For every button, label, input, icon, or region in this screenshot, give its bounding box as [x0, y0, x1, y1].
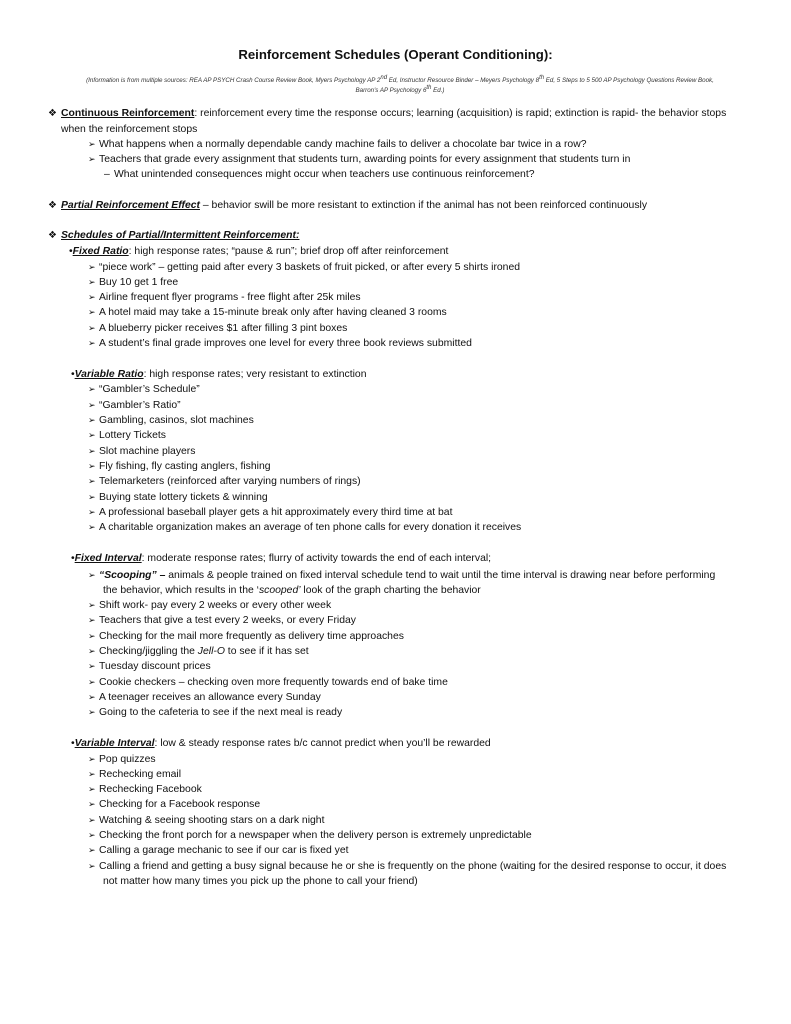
sources-text: Ed, 5 Steps to 5 500 AP Psychology Questions Review Book, [544, 77, 714, 84]
arrow-bullet-icon: ➢ [88, 754, 96, 764]
question-text: What unintended consequences might occur when teachers use [114, 169, 413, 180]
list-item-text: Lottery Tickets [99, 430, 166, 441]
arrow-bullet-icon: ➢ [88, 830, 96, 840]
list-item [88, 675, 448, 690]
list-item-text: Cookie checkers – checking oven more frequently towards end of bake time [99, 677, 448, 688]
list-item [88, 797, 260, 812]
list-item [88, 275, 178, 290]
list-item-text: Buying state lottery tickets & winning [99, 492, 268, 503]
arrow-bullet-icon: ➢ [88, 277, 96, 287]
list-item-text: Going to the cafeteria to see if the next meal is ready [99, 707, 343, 718]
list-item [88, 629, 404, 644]
arrow-bullet-icon: ➢ [88, 139, 96, 149]
list-item [88, 444, 195, 459]
arrow-bullet-icon: ➢ [88, 430, 96, 440]
arrow-bullet-icon: ➢ [88, 570, 96, 580]
list-item [88, 413, 254, 428]
list-item [88, 398, 181, 413]
list-item-text: Checking the front porch for a newspaper when the delivery person is extremely unpredictable [99, 830, 532, 841]
list-item [88, 752, 156, 767]
partial-line [48, 198, 647, 213]
arrow-bullet-icon: ➢ [88, 446, 96, 456]
list-item-text: Buy 10 get 1 free [99, 277, 179, 288]
list-item [88, 705, 342, 720]
arrow-bullet-icon: ➢ [88, 400, 96, 410]
arrow-bullet-icon: ➢ [88, 323, 96, 333]
partial-def: – behavior swill be more resistant to extinction if the animal has not been reinforced continuously [199, 200, 648, 211]
bullet-icon: • [71, 738, 75, 749]
arrow-bullet-icon: ➢ [88, 476, 96, 486]
arrow-bullet-icon: ➢ [88, 707, 96, 717]
list-item-text: Rechecking email [99, 769, 182, 780]
diamond-bullet-icon: ❖ [48, 200, 57, 211]
list-item-text: Gambling, casinos, slot machines [99, 415, 254, 426]
list-item-text: to see if it has set [224, 646, 309, 657]
sources-text: (Information is from multiple sources: REA AP PSYCH Crash Course Review Book, Myers Psychology AP 2 [86, 77, 381, 84]
list-item [88, 767, 181, 782]
arrow-bullet-icon: ➢ [88, 784, 96, 794]
partial-term: Partial Reinforcement Effect [61, 200, 200, 211]
list-item-text: A charitable organization makes an average of ten phone calls for every donation it receives [99, 522, 522, 533]
list-item [88, 336, 472, 351]
arrow-bullet-icon: ➢ [88, 384, 96, 394]
variable-interval-def: : low & steady response rates b/c cannot predict when you’ll be rewarded [154, 738, 491, 749]
arrow-bullet-icon: ➢ [88, 262, 96, 272]
dash-bullet-icon: – [104, 169, 110, 180]
fixed-interval-def: : moderate response rates; flurry of activity towards the end of each interval; [141, 553, 492, 564]
list-item-text: Fly fishing, fly casting anglers, fishing [99, 461, 271, 472]
list-item-text: Calling a friend and getting a busy signal because he or she is frequently on the phone (waiting for the desired response to occur, it does [99, 861, 727, 872]
arrow-bullet-icon: ➢ [88, 692, 96, 702]
arrow-bullet-icon: ➢ [88, 631, 96, 641]
list-item [88, 813, 324, 828]
arrow-bullet-icon: ➢ [88, 861, 96, 871]
continuous-line-2: when the reinforcement stops [61, 124, 198, 135]
list-item [88, 459, 271, 474]
sources-text: Barron's AP Psychology 6 [355, 86, 427, 94]
list-item [88, 659, 211, 674]
arrow-bullet-icon: ➢ [88, 815, 96, 825]
sources-line-1 [50, 76, 750, 86]
list-item [88, 782, 202, 797]
bullet-icon: • [71, 553, 75, 564]
list-item-emph: Jell-O [197, 646, 225, 657]
list-item [88, 474, 361, 489]
sources-sup: th [426, 84, 432, 91]
list-item [88, 690, 321, 705]
arrow-bullet-icon: ➢ [88, 492, 96, 502]
list-item [88, 490, 268, 505]
continuous-question-1 [88, 137, 587, 152]
scooping-term: “Scooping” – [99, 570, 166, 581]
list-item [88, 382, 200, 397]
schedules-heading [48, 228, 299, 243]
arrow-bullet-icon: ➢ [88, 338, 96, 348]
scooping-item [88, 568, 715, 583]
arrow-bullet-icon: ➢ [88, 677, 96, 687]
sources-note [50, 76, 750, 95]
list-item-text: A blueberry picker receives $1 after filling 3 pint boxes [99, 323, 348, 334]
variable-ratio-def: : high response rates; very resistant to extinction [143, 369, 367, 380]
list-item [88, 305, 447, 320]
variable-ratio-heading [71, 367, 367, 382]
arrow-bullet-icon: ➢ [88, 461, 96, 471]
schedules-heading-text: Schedules of Partial/Intermittent Reinforcement: [61, 230, 300, 241]
list-item [88, 520, 521, 535]
list-item [88, 843, 349, 858]
question-text: What happens when a normally dependable candy machine fails to deliver a chocolate bar twice in a row? [99, 139, 587, 150]
list-item [88, 290, 361, 305]
list-item [88, 859, 726, 874]
continuous-question-3 [104, 167, 535, 182]
arrow-bullet-icon: ➢ [88, 522, 96, 532]
list-item [88, 505, 452, 520]
list-item-text: Tuesday discount prices [99, 661, 211, 672]
continuous-line-1 [48, 106, 726, 121]
fixed-ratio-heading [69, 244, 448, 259]
arrow-bullet-icon: ➢ [88, 661, 96, 671]
list-item-text: Teachers that give a test every 2 weeks, or every Friday [99, 615, 356, 626]
question-text: ? [528, 169, 535, 180]
sources-text: Ed, Instructor Resource Binder – Meyers Psychology 8 [387, 77, 540, 84]
list-item-text: Rechecking Facebook [99, 784, 202, 795]
fixed-interval-heading [71, 551, 491, 566]
scooping-text: the behavior, which results in the ‘ [103, 585, 259, 596]
arrow-bullet-icon: ➢ [88, 769, 96, 779]
arrow-bullet-icon: ➢ [88, 799, 96, 809]
variable-interval-term: Variable Interval [74, 738, 155, 749]
arrow-bullet-icon: ➢ [88, 292, 96, 302]
list-item-cont: not matter how many times you pick up the phone to call your friend) [103, 876, 418, 887]
list-item-text: A teenager receives an allowance every Sunday [99, 692, 321, 703]
arrow-bullet-icon: ➢ [88, 615, 96, 625]
question-text: Teachers that grade every assignment that students turn, awarding points for every assignment that students turn in [99, 154, 631, 165]
diamond-bullet-icon: ❖ [48, 108, 57, 119]
arrow-bullet-icon: ➢ [88, 154, 96, 164]
list-item-text: Airline frequent flyer programs - free flight after 25k miles [99, 292, 361, 303]
fixed-interval-term: Fixed Interval [74, 553, 142, 564]
variable-ratio-term: Variable Ratio [74, 369, 144, 380]
list-item-text: Pop quizzes [99, 754, 156, 765]
list-item-text: “Gambler’s Schedule” [99, 384, 200, 395]
list-item [88, 260, 520, 275]
list-item-text: Checking/jiggling the [99, 646, 198, 657]
list-item [88, 428, 166, 443]
continuous-term: Continuous Reinforcement [61, 108, 195, 119]
list-item [88, 321, 347, 336]
diamond-bullet-icon: ❖ [48, 230, 57, 241]
list-item-text: Watching & seeing shooting stars on a dark night [99, 815, 325, 826]
list-item-text: A professional baseball player gets a hit approximately every third time at bat [99, 507, 453, 518]
sources-text: Ed.) [431, 86, 445, 94]
scooping-emph: scooped’ [258, 585, 301, 596]
sources-sup: nd [380, 74, 388, 81]
continuous-def: : reinforcement every time the response occurs; learning (acquisition) is rapid; extinction is rapid- the behavior stops [194, 108, 727, 119]
arrow-bullet-icon: ➢ [88, 507, 96, 517]
variable-interval-heading [71, 736, 491, 751]
list-item-text: Calling a garage mechanic to see if our car is fixed yet [99, 845, 349, 856]
list-item-text: Telemarketers (reinforced after varying numbers of rings) [99, 476, 361, 487]
scooping-item-cont [103, 583, 481, 598]
list-item-text: “Gambler’s Ratio” [99, 400, 181, 411]
list-item-text: Checking for the mail more frequently as delivery time approaches [99, 631, 404, 642]
fixed-ratio-def: : high response rates; “pause & run”; brief drop off after reinforcement [128, 246, 449, 257]
scooping-text: look of the graph charting the behavior [300, 585, 481, 596]
list-item [88, 644, 309, 659]
bullet-icon: • [71, 369, 75, 380]
list-item-text: Shift work- pay every 2 weeks or every other week [99, 600, 332, 611]
page-title: Reinforcement Schedules (Operant Conditioning): [238, 47, 553, 62]
sources-line-2 [50, 86, 750, 96]
bullet-icon: • [69, 246, 73, 257]
sources-sup: th [539, 74, 545, 81]
list-item [88, 598, 331, 613]
list-item-text: A student’s final grade improves one level for every three book reviews submitted [99, 338, 472, 349]
scooping-text: animals & people trained on fixed interval schedule tend to wait until the time interval is drawing near before performing [165, 570, 716, 581]
list-item-text: A hotel maid may take a 15-minute break only after having cleaned 3 rooms [99, 307, 447, 318]
arrow-bullet-icon: ➢ [88, 415, 96, 425]
fixed-ratio-term: Fixed Ratio [72, 246, 129, 257]
list-item-text: Checking for a Facebook response [99, 799, 261, 810]
list-item [88, 613, 356, 628]
list-item-text: Slot machine players [99, 446, 196, 457]
arrow-bullet-icon: ➢ [88, 600, 96, 610]
question-term: continuous reinforcement [412, 169, 529, 180]
continuous-question-2 [88, 152, 630, 167]
arrow-bullet-icon: ➢ [88, 845, 96, 855]
list-item [88, 828, 532, 843]
arrow-bullet-icon: ➢ [88, 646, 96, 656]
list-item-text: “piece work” – getting paid after every 3 baskets of fruit picked, or after every 5 shirts ironed [99, 262, 521, 273]
arrow-bullet-icon: ➢ [88, 307, 96, 317]
